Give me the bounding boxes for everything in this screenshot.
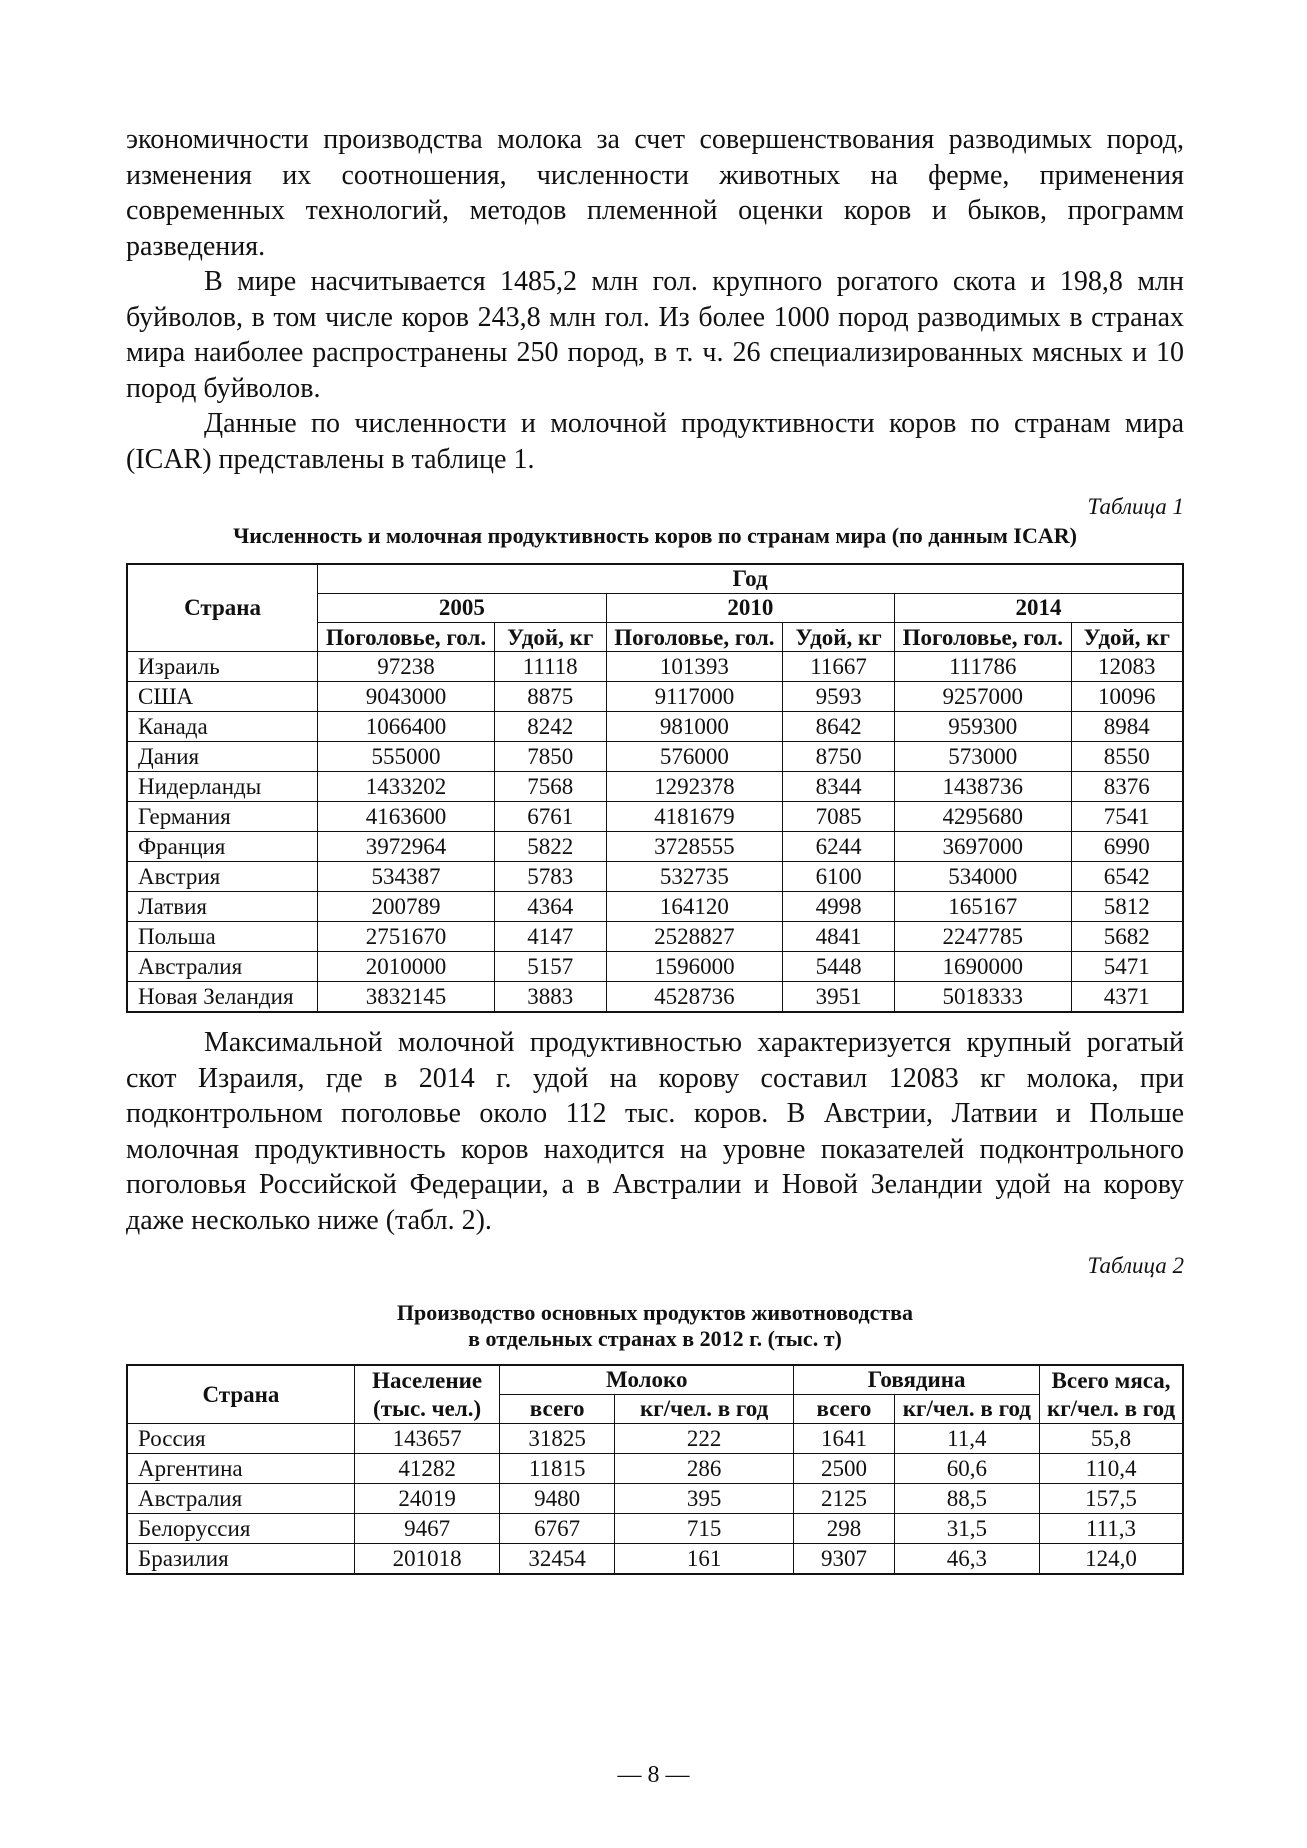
table-row — [127, 1544, 1183, 1575]
value-cell: 1641 — [794, 1424, 894, 1454]
value-cell: 3832145 — [318, 982, 495, 1013]
value-cell: 31,5 — [894, 1514, 1039, 1544]
value-cell: 2751670 — [318, 922, 495, 952]
value-cell: 9117000 — [606, 682, 783, 712]
value-cell: 9307 — [794, 1544, 894, 1575]
value-cell: 32454 — [500, 1544, 615, 1575]
value-cell: 111,3 — [1040, 1514, 1183, 1544]
value-cell: 3972964 — [318, 832, 495, 862]
country-cell: Белоруссия — [127, 1514, 354, 1544]
value-cell: 532735 — [606, 862, 783, 892]
value-cell: 8344 — [783, 772, 895, 802]
value-cell: 111786 — [895, 652, 1072, 682]
value-cell: 2125 — [794, 1484, 894, 1514]
value-cell: 8376 — [1071, 772, 1183, 802]
country-cell: Франция — [127, 832, 318, 862]
value-cell: 41282 — [354, 1454, 499, 1484]
value-cell: 9043000 — [318, 682, 495, 712]
paragraph-1: экономичности производства молока за счет совершенствования разводимых пород, изменения их соотношения, численности животных на ферме, применения современных технологий, методов племенной оценки коров и быков, программ разведения. — [126, 124, 1184, 262]
page-number: — 8 — — [617, 1762, 690, 1788]
country-cell: Дания — [127, 742, 318, 772]
value-cell: 6100 — [783, 862, 895, 892]
table1-year-header: Год — [318, 564, 1183, 594]
value-cell: 55,8 — [1040, 1424, 1183, 1454]
value-cell: 5812 — [1071, 892, 1183, 922]
value-cell: 200789 — [318, 892, 495, 922]
value-cell: 3883 — [494, 982, 606, 1013]
value-cell: 534000 — [895, 862, 1072, 892]
paragraph-2: В мире насчитывается 1485,2 млн гол. крупного рогатого скота и 198,8 млн буйволов, в том числе коров 243,8 млн гол. Из более 1000 пород разводимых в странах мира наиболее распространены 250 пород, в т. ч. 26 специализированных мясных и 10 пород буйволов. — [126, 266, 1184, 404]
table-row — [127, 1454, 1183, 1484]
table-row — [127, 742, 1183, 772]
table-row — [127, 652, 1183, 682]
value-cell: 31825 — [500, 1424, 615, 1454]
value-cell: 555000 — [318, 742, 495, 772]
value-cell: 12083 — [1071, 652, 1183, 682]
table1-subheader: Поголовье, гол. — [606, 623, 783, 652]
table1 — [126, 563, 1184, 1013]
value-cell: 6542 — [1071, 862, 1183, 892]
table-row — [127, 982, 1183, 1013]
value-cell: 6244 — [783, 832, 895, 862]
value-cell: 4841 — [783, 922, 895, 952]
value-cell: 5783 — [494, 862, 606, 892]
value-cell: 1433202 — [318, 772, 495, 802]
table2 — [126, 1364, 1184, 1575]
table1-subheader: Поголовье, гол. — [895, 623, 1072, 652]
table2-beef-per-capita-header: кг/чел. в год — [894, 1395, 1039, 1424]
table2-beef-total-header: всего — [794, 1395, 894, 1424]
value-cell: 164120 — [606, 892, 783, 922]
value-cell: 10096 — [1071, 682, 1183, 712]
value-cell: 9257000 — [895, 682, 1072, 712]
value-cell: 5448 — [783, 952, 895, 982]
table1-subheader: Удой, кг — [783, 623, 895, 652]
value-cell: 4998 — [783, 892, 895, 922]
value-cell: 6990 — [1071, 832, 1183, 862]
value-cell: 3728555 — [606, 832, 783, 862]
table-row — [127, 832, 1183, 862]
table1-year-2005: 2005 — [318, 594, 606, 623]
value-cell: 60,6 — [894, 1454, 1039, 1484]
table-row — [127, 712, 1183, 742]
value-cell: 5157 — [494, 952, 606, 982]
value-cell: 3951 — [783, 982, 895, 1013]
value-cell: 573000 — [895, 742, 1072, 772]
value-cell: 7541 — [1071, 802, 1183, 832]
table-row — [127, 892, 1183, 922]
table1-year-2014: 2014 — [895, 594, 1183, 623]
table-row — [127, 1424, 1183, 1454]
country-cell: Австралия — [127, 952, 318, 982]
country-cell: США — [127, 682, 318, 712]
value-cell: 4147 — [494, 922, 606, 952]
value-cell: 11118 — [494, 652, 606, 682]
value-cell: 286 — [615, 1454, 794, 1484]
value-cell: 11815 — [500, 1454, 615, 1484]
value-cell: 298 — [794, 1514, 894, 1544]
value-cell: 4295680 — [895, 802, 1072, 832]
table2-title-line2: в отдельных странах в 2012 г. (тыс. т) — [468, 1326, 842, 1351]
value-cell: 11667 — [783, 652, 895, 682]
table1-subheader: Удой, кг — [1071, 623, 1183, 652]
value-cell: 5822 — [494, 832, 606, 862]
value-cell: 2247785 — [895, 922, 1072, 952]
value-cell: 715 — [615, 1514, 794, 1544]
value-cell: 5018333 — [895, 982, 1072, 1013]
value-cell: 8242 — [494, 712, 606, 742]
value-cell: 2528827 — [606, 922, 783, 952]
paragraph-4: Максимальной молочной продуктивностью характеризуется крупный рогатый скот Израиля, где в 2014 г. удой на корову составил 12083 кг молока, при подконтрольном поголовье около 112 тыс. коров. В Австрии, Латвии и Польше молочная продуктивность коров находится на уровне показателей подконтрольного поголовья Российской Федерации, а в Австралии и Новой Зеландии удой на корову даже несколько ниже (табл. 2). — [126, 1027, 1184, 1236]
value-cell: 1066400 — [318, 712, 495, 742]
table2-title-line1: Производство основных продуктов животноводства — [396, 1300, 914, 1325]
value-cell: 124,0 — [1040, 1544, 1183, 1575]
table2-country-header: Страна — [127, 1365, 354, 1424]
table2-milk-per-capita-header: кг/чел. в год — [615, 1395, 794, 1424]
value-cell: 101393 — [606, 652, 783, 682]
value-cell: 8875 — [494, 682, 606, 712]
table1-body — [127, 652, 1183, 1013]
table2-milk-total-header: всего — [500, 1395, 615, 1424]
table-row — [127, 922, 1183, 952]
value-cell: 534387 — [318, 862, 495, 892]
table2-total-meat-header: Всего мяса, кг/чел. в год — [1040, 1365, 1183, 1424]
country-cell: Германия — [127, 802, 318, 832]
country-cell: Россия — [127, 1424, 354, 1454]
value-cell: 9480 — [500, 1484, 615, 1514]
country-cell: Новая Зеландия — [127, 982, 318, 1013]
table1-country-header: Страна — [127, 564, 318, 652]
table1-year-2010: 2010 — [606, 594, 894, 623]
value-cell: 201018 — [354, 1544, 499, 1575]
table2-beef-header: Говядина — [794, 1365, 1040, 1395]
value-cell: 3697000 — [895, 832, 1072, 862]
value-cell: 981000 — [606, 712, 783, 742]
value-cell: 6767 — [500, 1514, 615, 1544]
value-cell: 5682 — [1071, 922, 1183, 952]
value-cell: 4181679 — [606, 802, 783, 832]
country-cell: Латвия — [127, 892, 318, 922]
value-cell: 395 — [615, 1484, 794, 1514]
value-cell: 4364 — [494, 892, 606, 922]
table2-caption: Таблица 2 — [1087, 1253, 1184, 1278]
table-row — [127, 1484, 1183, 1514]
value-cell: 4371 — [1071, 982, 1183, 1013]
table-row — [127, 772, 1183, 802]
page-content — [126, 122, 1184, 1575]
value-cell: 4163600 — [318, 802, 495, 832]
value-cell: 222 — [615, 1424, 794, 1454]
country-cell: Бразилия — [127, 1544, 354, 1575]
table-row — [127, 862, 1183, 892]
value-cell: 88,5 — [894, 1484, 1039, 1514]
table1-caption: Таблица 1 — [1087, 494, 1184, 519]
table1-subheader: Поголовье, гол. — [318, 623, 495, 652]
value-cell: 143657 — [354, 1424, 499, 1454]
value-cell: 7568 — [494, 772, 606, 802]
value-cell: 110,4 — [1040, 1454, 1183, 1484]
value-cell: 97238 — [318, 652, 495, 682]
value-cell: 1690000 — [895, 952, 1072, 982]
value-cell: 8550 — [1071, 742, 1183, 772]
country-cell: Австралия — [127, 1484, 354, 1514]
value-cell: 9593 — [783, 682, 895, 712]
value-cell: 7085 — [783, 802, 895, 832]
value-cell: 1292378 — [606, 772, 783, 802]
value-cell: 4528736 — [606, 982, 783, 1013]
table2-body — [127, 1424, 1183, 1575]
value-cell: 6761 — [494, 802, 606, 832]
table-row — [127, 682, 1183, 712]
value-cell: 8750 — [783, 742, 895, 772]
value-cell: 8642 — [783, 712, 895, 742]
value-cell: 7850 — [494, 742, 606, 772]
table2-population-header: Население (тыс. чел.) — [354, 1365, 499, 1424]
value-cell: 24019 — [354, 1484, 499, 1514]
value-cell: 11,4 — [894, 1424, 1039, 1454]
value-cell: 157,5 — [1040, 1484, 1183, 1514]
table1-subheader: Удой, кг — [494, 623, 606, 652]
country-cell: Нидерланды — [127, 772, 318, 802]
value-cell: 165167 — [895, 892, 1072, 922]
table-row — [127, 802, 1183, 832]
value-cell: 5471 — [1071, 952, 1183, 982]
value-cell: 46,3 — [894, 1544, 1039, 1575]
value-cell: 9467 — [354, 1514, 499, 1544]
country-cell: Канада — [127, 712, 318, 742]
table2-milk-header: Молоко — [500, 1365, 794, 1395]
country-cell: Австрия — [127, 862, 318, 892]
table-row — [127, 952, 1183, 982]
value-cell: 959300 — [895, 712, 1072, 742]
value-cell: 2500 — [794, 1454, 894, 1484]
table-row — [127, 1514, 1183, 1544]
paragraph-3: Данные по численности и молочной продуктивности коров по странам мира (ICAR) представлены в таблице 1. — [126, 408, 1184, 475]
value-cell: 2010000 — [318, 952, 495, 982]
table1-title: Численность и молочная продуктивность коров по странам мира (по данным ICAR) — [233, 523, 1077, 548]
value-cell: 576000 — [606, 742, 783, 772]
country-cell: Польша — [127, 922, 318, 952]
value-cell: 1596000 — [606, 952, 783, 982]
value-cell: 161 — [615, 1544, 794, 1575]
value-cell: 1438736 — [895, 772, 1072, 802]
country-cell: Израиль — [127, 652, 318, 682]
value-cell: 8984 — [1071, 712, 1183, 742]
country-cell: Аргентина — [127, 1454, 354, 1484]
